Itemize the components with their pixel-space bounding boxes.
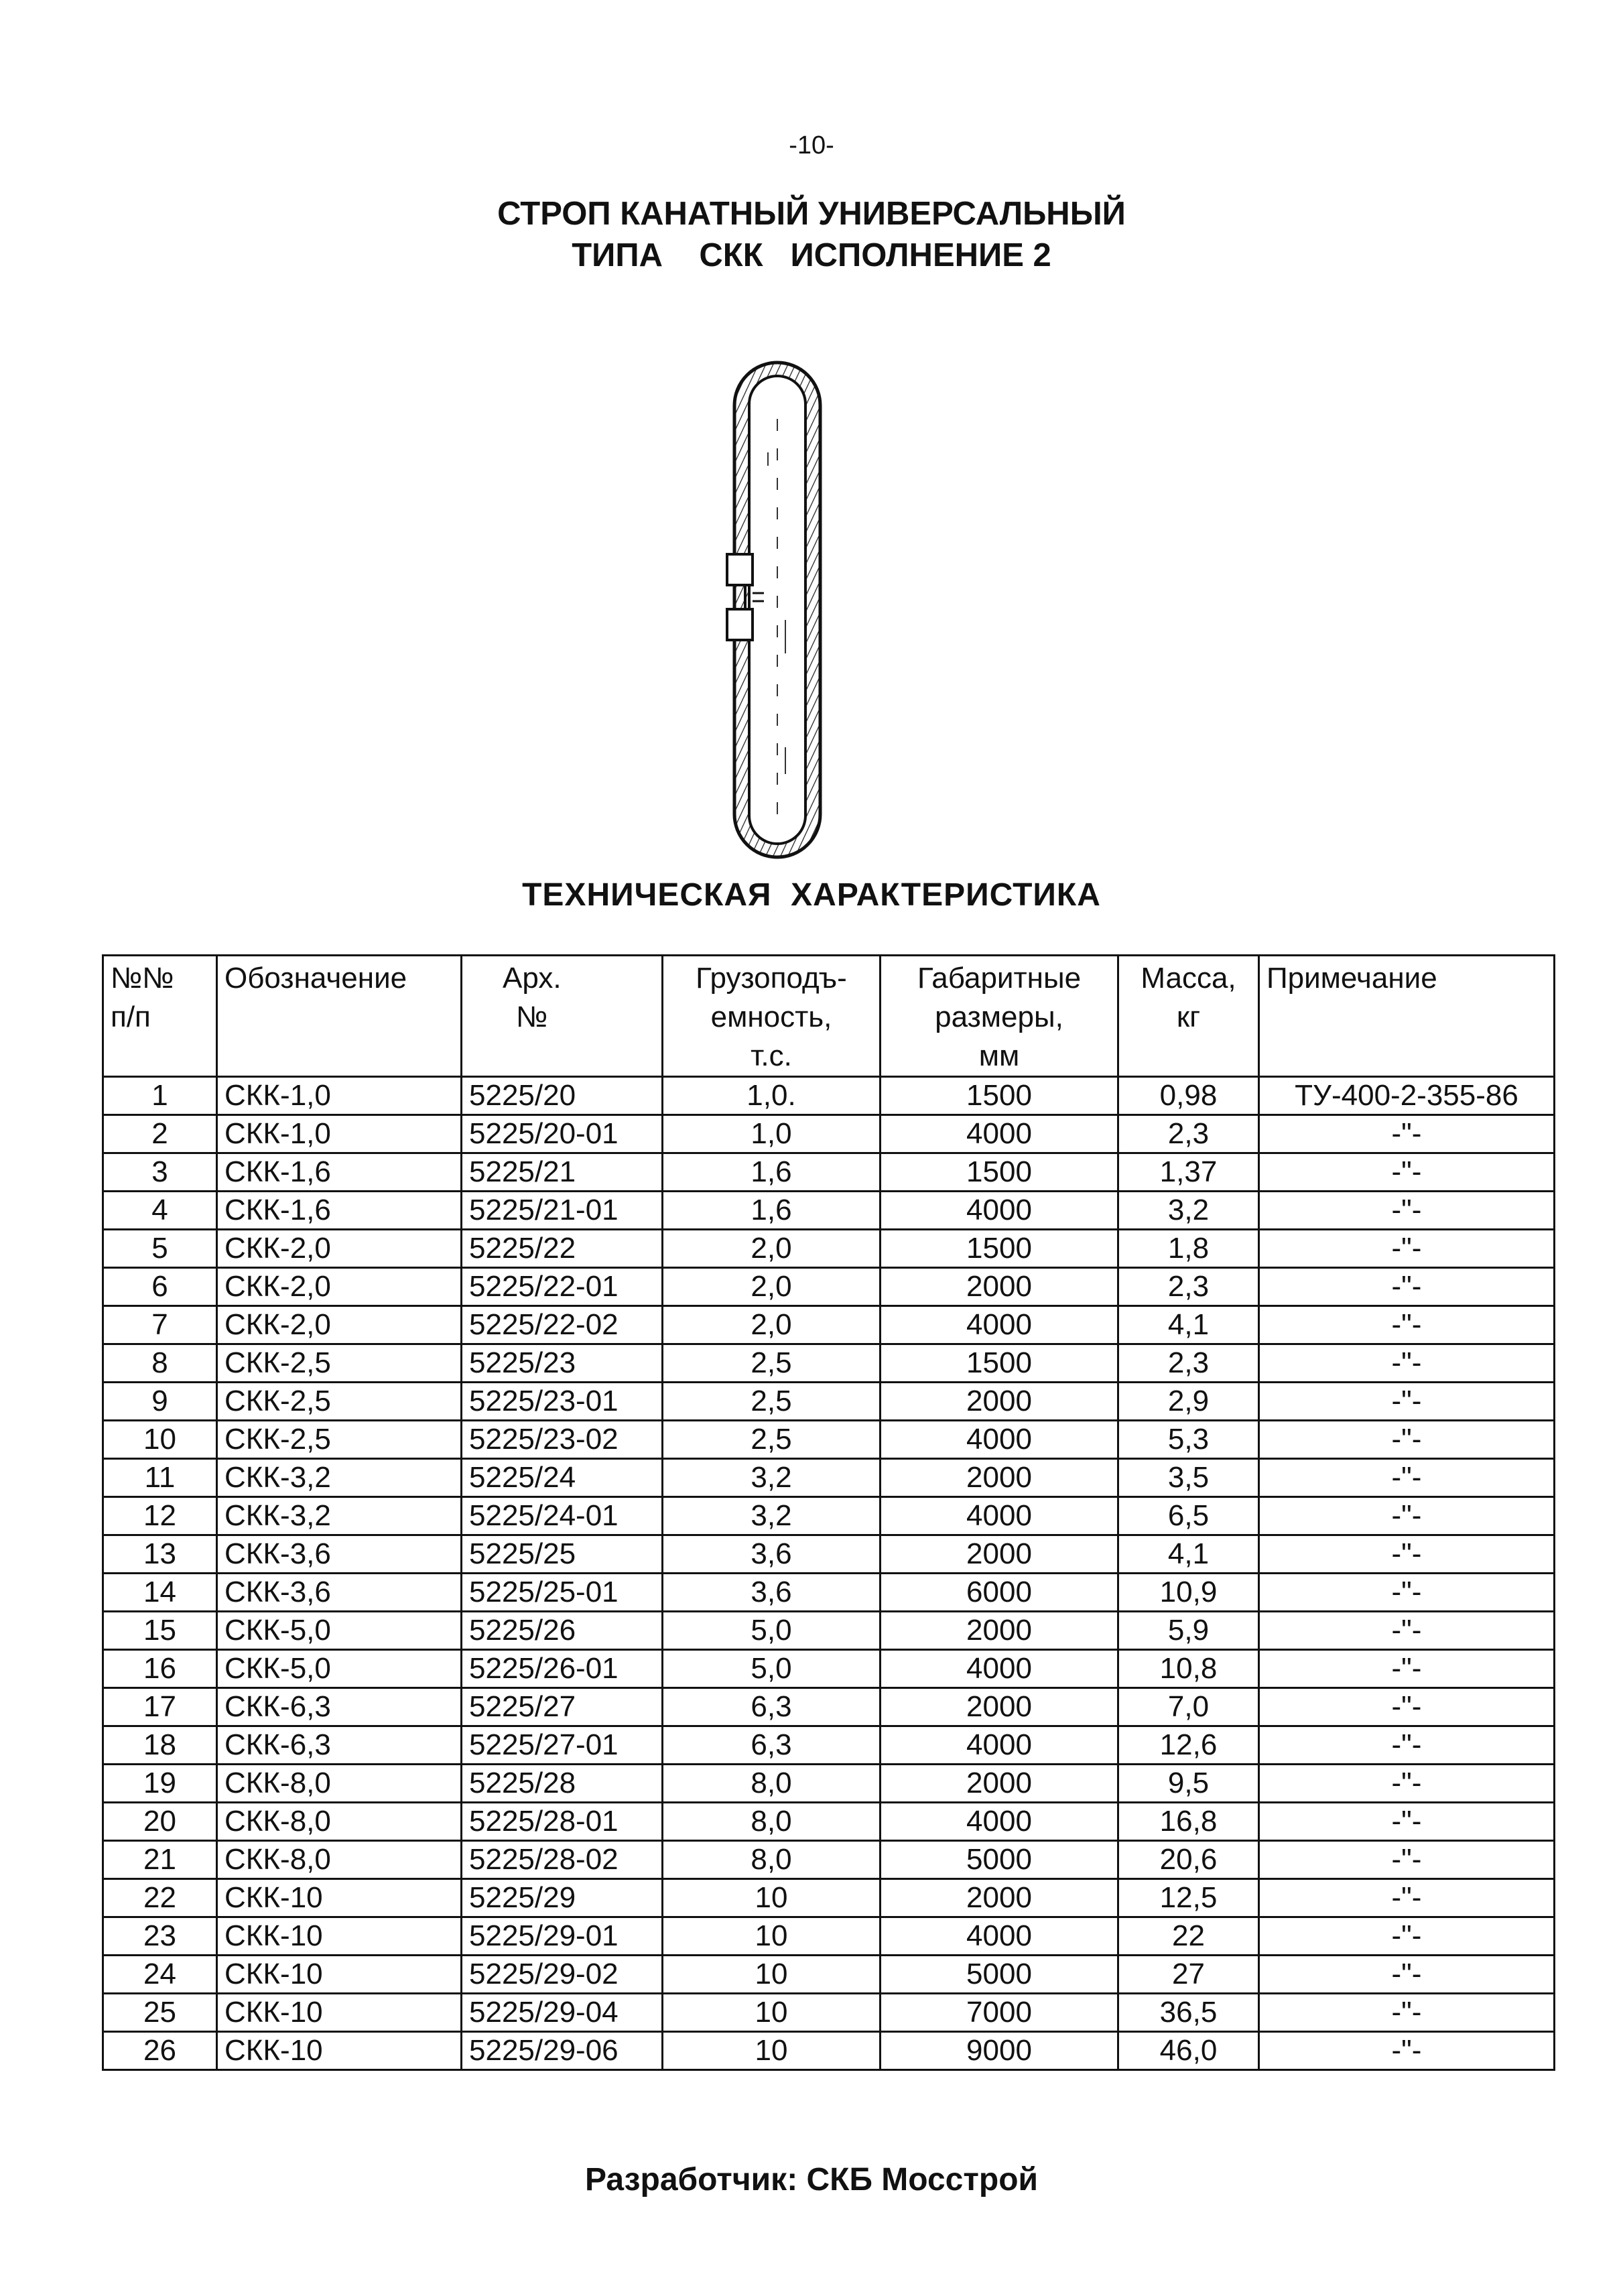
table-row [103,1535,1555,1574]
header-archive: Арх. № [462,956,663,1077]
cell-archive: 5225/26-01 [462,1650,663,1688]
cell-number: 8 [103,1344,217,1383]
cell-archive: 5225/29-06 [462,2032,663,2070]
cell-mass: 46,0 [1118,2032,1259,2070]
header-dimensions: Габаритные размеры, мм [881,956,1118,1077]
table-row [103,1803,1555,1841]
cell-capacity: 8,0 [663,1765,881,1803]
cell-number: 11 [103,1459,217,1497]
cell-note: -"- [1259,1535,1555,1574]
cell-note: -"- [1259,1612,1555,1650]
cell-designation: СКК-3,6 [217,1574,462,1612]
cell-designation: СКК-2,0 [217,1306,462,1344]
cell-number: 2 [103,1115,217,1153]
table-row [103,1574,1555,1612]
header-mass: Масса, кг [1118,956,1259,1077]
cell-designation: СКК-6,3 [217,1726,462,1765]
cell-capacity: 1,6 [663,1192,881,1230]
cell-number: 5 [103,1230,217,1268]
cell-designation: СКК-8,0 [217,1765,462,1803]
cell-archive: 5225/28-02 [462,1841,663,1879]
cell-note: -"- [1259,1879,1555,1917]
cell-mass: 4,1 [1118,1535,1259,1574]
cell-archive: 5225/24-01 [462,1497,663,1535]
cell-dimensions: 4000 [881,1726,1118,1765]
cell-note: -"- [1259,2032,1555,2070]
cell-number: 16 [103,1650,217,1688]
table-row [103,1383,1555,1421]
cell-archive: 5225/25-01 [462,1574,663,1612]
cell-designation: СКК-8,0 [217,1803,462,1841]
cell-capacity: 1,0. [663,1077,881,1115]
table-row [103,1688,1555,1726]
table-row [103,1115,1555,1153]
cell-note: -"- [1259,1230,1555,1268]
cell-dimensions: 4000 [881,1421,1118,1459]
cell-dimensions: 1500 [881,1344,1118,1383]
cell-capacity: 10 [663,2032,881,2070]
cell-dimensions: 2000 [881,1268,1118,1306]
cell-note: -"- [1259,1306,1555,1344]
cell-archive: 5225/29-04 [462,1994,663,2032]
cell-number: 9 [103,1383,217,1421]
cell-capacity: 2,5 [663,1421,881,1459]
table-row [103,1497,1555,1535]
cell-dimensions: 2000 [881,1459,1118,1497]
section-title: ТЕХНИЧЕСКАЯ ХАРАКТЕРИСТИКА [522,877,1101,913]
cell-capacity: 3,6 [663,1574,881,1612]
cell-archive: 5225/21-01 [462,1192,663,1230]
cell-capacity: 2,0 [663,1230,881,1268]
cell-note: -"- [1259,1344,1555,1383]
spec-table [102,954,1555,2071]
cell-mass: 1,37 [1118,1153,1259,1192]
table-row [103,1153,1555,1192]
cell-number: 3 [103,1153,217,1192]
cell-mass: 2,3 [1118,1115,1259,1153]
cell-capacity: 10 [663,1956,881,1994]
cell-mass: 16,8 [1118,1803,1259,1841]
cell-dimensions: 4000 [881,1650,1118,1688]
cell-capacity: 8,0 [663,1841,881,1879]
cell-dimensions: 1500 [881,1077,1118,1115]
cell-number: 26 [103,2032,217,2070]
cell-designation: СКК-1,6 [217,1192,462,1230]
cell-number: 22 [103,1879,217,1917]
cell-designation: СКК-10 [217,1917,462,1956]
table-row [103,1994,1555,2032]
cell-note: -"- [1259,1268,1555,1306]
table-row [103,1192,1555,1230]
table-row [103,1306,1555,1344]
cell-archive: 5225/22-01 [462,1268,663,1306]
title-line-1: СТРОП КАНАТНЫЙ УНИВЕРСАЛЬНЫЙ [497,196,1126,232]
cell-archive: 5225/29 [462,1879,663,1917]
cell-designation: СКК-10 [217,2032,462,2070]
cell-mass: 3,5 [1118,1459,1259,1497]
cell-capacity: 2,5 [663,1383,881,1421]
cell-capacity: 6,3 [663,1726,881,1765]
cell-designation: СКК-2,0 [217,1268,462,1306]
cell-number: 19 [103,1765,217,1803]
cell-designation: СКК-1,0 [217,1115,462,1153]
cell-archive: 5225/24 [462,1459,663,1497]
cell-number: 1 [103,1077,217,1115]
cell-mass: 36,5 [1118,1994,1259,2032]
cell-number: 12 [103,1497,217,1535]
cell-dimensions: 2000 [881,1765,1118,1803]
cell-mass: 0,98 [1118,1077,1259,1115]
cell-mass: 22 [1118,1917,1259,1956]
cell-archive: 5225/28-01 [462,1803,663,1841]
table-row [103,1459,1555,1497]
cell-archive: 5225/25 [462,1535,663,1574]
cell-archive: 5225/20-01 [462,1115,663,1153]
cell-capacity: 1,6 [663,1153,881,1192]
cell-mass: 5,3 [1118,1421,1259,1459]
cell-designation: СКК-2,0 [217,1230,462,1268]
cell-dimensions: 9000 [881,2032,1118,2070]
developer-footer: Разработчик: СКБ Мосстрой [584,2162,1039,2197]
cell-mass: 6,5 [1118,1497,1259,1535]
cell-note: -"- [1259,1917,1555,1956]
cell-number: 10 [103,1421,217,1459]
cell-note: -"- [1259,1383,1555,1421]
cell-note: -"- [1259,1574,1555,1612]
header-designation: Обозначение [217,956,462,1077]
cell-mass: 2,3 [1118,1344,1259,1383]
cell-capacity: 2,0 [663,1268,881,1306]
cell-note: ТУ-400-2-355-86 [1259,1077,1555,1115]
cell-designation: СКК-2,5 [217,1344,462,1383]
cell-archive: 5225/27 [462,1688,663,1726]
table-row [103,1917,1555,1956]
cell-capacity: 10 [663,1994,881,2032]
cell-mass: 4,1 [1118,1306,1259,1344]
cell-capacity: 1,0 [663,1115,881,1153]
cell-mass: 5,9 [1118,1612,1259,1650]
table-row [103,2032,1555,2070]
sling-drawing [724,359,831,861]
cell-capacity: 2,0 [663,1306,881,1344]
cell-note: -"- [1259,1421,1555,1459]
cell-number: 21 [103,1841,217,1879]
clamp-upper [727,554,753,585]
cell-capacity: 10 [663,1879,881,1917]
cell-note: -"- [1259,1765,1555,1803]
table-row [103,1726,1555,1765]
cell-archive: 5225/23-02 [462,1421,663,1459]
cell-note: -"- [1259,1192,1555,1230]
cell-dimensions: 5000 [881,1841,1118,1879]
cell-capacity: 5,0 [663,1650,881,1688]
cell-number: 18 [103,1726,217,1765]
cell-mass: 12,5 [1118,1879,1259,1917]
cell-note: -"- [1259,1115,1555,1153]
cell-designation: СКК-6,3 [217,1688,462,1726]
cell-dimensions: 1500 [881,1230,1118,1268]
cell-dimensions: 2000 [881,1383,1118,1421]
cell-archive: 5225/20 [462,1077,663,1115]
cell-archive: 5225/29-02 [462,1956,663,1994]
cell-designation: СКК-1,0 [217,1077,462,1115]
cell-mass: 10,8 [1118,1650,1259,1688]
cell-dimensions: 6000 [881,1574,1118,1612]
cell-capacity: 2,5 [663,1344,881,1383]
cell-number: 15 [103,1612,217,1650]
table-row [103,1612,1555,1650]
cell-number: 24 [103,1956,217,1994]
table-row [103,1230,1555,1268]
cell-mass: 12,6 [1118,1726,1259,1765]
cell-number: 20 [103,1803,217,1841]
cell-number: 17 [103,1688,217,1726]
cell-designation: СКК-2,5 [217,1421,462,1459]
cell-mass: 20,6 [1118,1841,1259,1879]
cell-note: -"- [1259,1726,1555,1765]
header-capacity: Грузоподъ- емность, т.с. [663,956,881,1077]
cell-dimensions: 2000 [881,1688,1118,1726]
cell-number: 7 [103,1306,217,1344]
cell-number: 25 [103,1994,217,2032]
cell-mass: 1,8 [1118,1230,1259,1268]
cell-capacity: 5,0 [663,1612,881,1650]
cell-dimensions: 4000 [881,1803,1118,1841]
cell-number: 6 [103,1268,217,1306]
cell-dimensions: 7000 [881,1994,1118,2032]
cell-note: -"- [1259,1153,1555,1192]
cell-dimensions: 5000 [881,1956,1118,1994]
cell-designation: СКК-10 [217,1956,462,1994]
table-row [103,1841,1555,1879]
cell-dimensions: 2000 [881,1879,1118,1917]
table-row [103,1765,1555,1803]
table-row [103,1268,1555,1306]
cell-mass: 9,5 [1118,1765,1259,1803]
cell-dimensions: 2000 [881,1535,1118,1574]
cell-mass: 27 [1118,1956,1259,1994]
cell-dimensions: 4000 [881,1115,1118,1153]
cell-designation: СКК-5,0 [217,1650,462,1688]
cell-note: -"- [1259,1956,1555,1994]
cell-note: -"- [1259,1688,1555,1726]
table-row [103,1956,1555,1994]
cell-dimensions: 4000 [881,1497,1118,1535]
table-row [103,1344,1555,1383]
cell-capacity: 3,2 [663,1497,881,1535]
document-title [0,193,1623,276]
cell-designation: СКК-5,0 [217,1612,462,1650]
cell-designation: СКК-3,2 [217,1497,462,1535]
cell-note: -"- [1259,1459,1555,1497]
cell-mass: 7,0 [1118,1688,1259,1726]
cell-capacity: 6,3 [663,1688,881,1726]
cell-note: -"- [1259,1650,1555,1688]
cell-archive: 5225/27-01 [462,1726,663,1765]
cell-archive: 5225/26 [462,1612,663,1650]
cell-capacity: 3,6 [663,1535,881,1574]
page-number: -10- [789,131,834,160]
cell-capacity: 3,2 [663,1459,881,1497]
header-number: №№ п/п [103,956,217,1077]
cell-dimensions: 2000 [881,1612,1118,1650]
cell-note: -"- [1259,1803,1555,1841]
cell-note: -"- [1259,1994,1555,2032]
cell-number: 13 [103,1535,217,1574]
table-row [103,1421,1555,1459]
cell-mass: 10,9 [1118,1574,1259,1612]
cell-designation: СКК-8,0 [217,1841,462,1879]
cell-number: 23 [103,1917,217,1956]
cell-designation: СКК-2,5 [217,1383,462,1421]
cell-capacity: 8,0 [663,1803,881,1841]
cell-dimensions: 4000 [881,1917,1118,1956]
cell-mass: 2,9 [1118,1383,1259,1421]
cell-number: 4 [103,1192,217,1230]
cell-designation: СКК-10 [217,1994,462,2032]
cell-archive: 5225/28 [462,1765,663,1803]
header-note: Примечание [1259,956,1555,1077]
cell-dimensions: 4000 [881,1192,1118,1230]
table-row [103,1879,1555,1917]
table-header-row [103,956,1555,1077]
cell-capacity: 10 [663,1917,881,1956]
cell-number: 14 [103,1574,217,1612]
clamp-lower [727,609,753,640]
cell-archive: 5225/23-01 [462,1383,663,1421]
cell-note: -"- [1259,1841,1555,1879]
cell-dimensions: 1500 [881,1153,1118,1192]
cell-archive: 5225/23 [462,1344,663,1383]
cell-designation: СКК-1,6 [217,1153,462,1192]
table-row [103,1650,1555,1688]
title-line-2: ТИПА СКК ИСПОЛНЕНИЕ 2 [572,237,1051,273]
cell-designation: СКК-3,2 [217,1459,462,1497]
table-row [103,1077,1555,1115]
cell-archive: 5225/22 [462,1230,663,1268]
cell-archive: 5225/21 [462,1153,663,1192]
cell-archive: 5225/22-02 [462,1306,663,1344]
cell-mass: 3,2 [1118,1192,1259,1230]
cell-dimensions: 4000 [881,1306,1118,1344]
cell-note: -"- [1259,1497,1555,1535]
cell-designation: СКК-10 [217,1879,462,1917]
cell-archive: 5225/29-01 [462,1917,663,1956]
cell-designation: СКК-3,6 [217,1535,462,1574]
cell-mass: 2,3 [1118,1268,1259,1306]
